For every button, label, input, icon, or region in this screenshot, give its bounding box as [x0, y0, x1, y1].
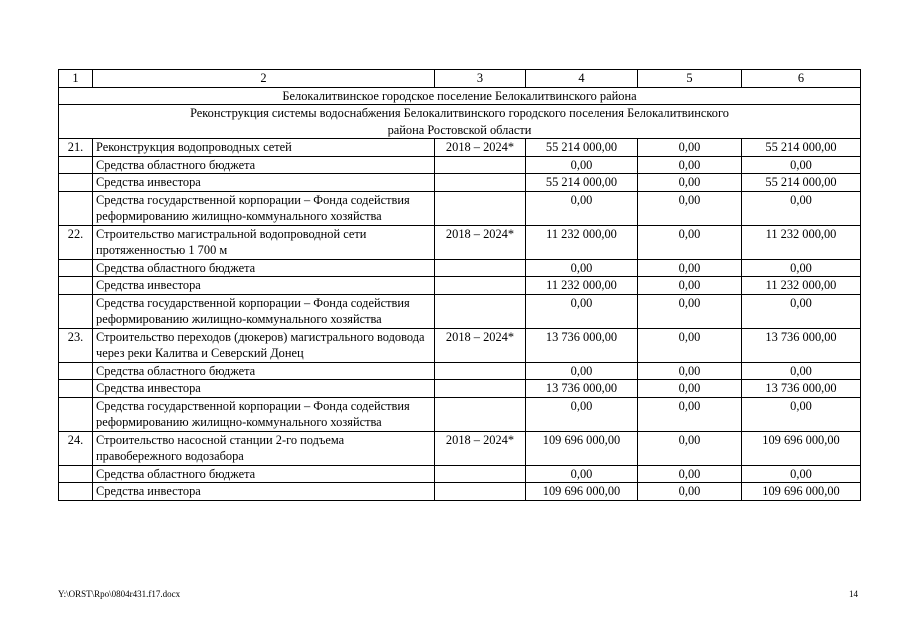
- row-col5: 0,00: [638, 294, 742, 328]
- row-col6: 11 232 000,00: [742, 277, 861, 295]
- row-col6: 11 232 000,00: [742, 225, 861, 259]
- row-col6: 109 696 000,00: [742, 483, 861, 501]
- section-title: Белокалитвинское городское поселение Белокалитвинского района: [59, 87, 861, 105]
- row-col5: 0,00: [638, 156, 742, 174]
- row-col6: 55 214 000,00: [742, 139, 861, 157]
- row-name: Средства инвестора: [93, 483, 435, 501]
- row-col4: 55 214 000,00: [526, 174, 638, 192]
- row-col4: 109 696 000,00: [526, 483, 638, 501]
- row-name: Строительство насосной станции 2-го подъема правобережного водозабора: [93, 431, 435, 465]
- row-col5: 0,00: [638, 362, 742, 380]
- row-name: Средства областного бюджета: [93, 465, 435, 483]
- row-name: Строительство магистральной водопроводной сети протяженностью 1 700 м: [93, 225, 435, 259]
- table-row: [59, 483, 861, 501]
- row-col5: 0,00: [638, 397, 742, 431]
- row-col6: 0,00: [742, 294, 861, 328]
- table-row: [59, 431, 861, 465]
- section-row: [59, 87, 861, 105]
- row-col4: 13 736 000,00: [526, 328, 638, 362]
- page-number: 14: [849, 589, 858, 599]
- row-col6: 0,00: [742, 397, 861, 431]
- row-col4: 0,00: [526, 465, 638, 483]
- subsection-row: [59, 105, 861, 139]
- row-col5: 0,00: [638, 139, 742, 157]
- row-col5: 0,00: [638, 174, 742, 192]
- row-name: Средства инвестора: [93, 174, 435, 192]
- row-name: Средства государственной корпорации – Фонда содействия реформированию жилищно-коммунального хозяйства: [93, 191, 435, 225]
- table-row: [59, 259, 861, 277]
- row-name: Строительство переходов (дюкеров) магистрального водовода через реки Калитва и Северский Донец: [93, 328, 435, 362]
- row-col5: 0,00: [638, 328, 742, 362]
- row-period: [435, 362, 526, 380]
- row-period: [435, 483, 526, 501]
- table-row: [59, 277, 861, 295]
- row-col6: 13 736 000,00: [742, 328, 861, 362]
- row-number: [59, 156, 93, 174]
- table-row: [59, 328, 861, 362]
- row-col6: 0,00: [742, 156, 861, 174]
- row-col4: 0,00: [526, 397, 638, 431]
- row-name: Реконструкция водопроводных сетей: [93, 139, 435, 157]
- row-name: Средства государственной корпорации – Фонда содействия реформированию жилищно-коммунального хозяйства: [93, 397, 435, 431]
- row-col5: 0,00: [638, 259, 742, 277]
- row-number: [59, 380, 93, 398]
- table-row: [59, 139, 861, 157]
- row-name: Средства государственной корпорации – Фонда содействия реформированию жилищно-коммунального хозяйства: [93, 294, 435, 328]
- row-number: 24.: [59, 431, 93, 465]
- row-number: [59, 174, 93, 192]
- row-period: 2018 – 2024*: [435, 431, 526, 465]
- header-cell: 2: [93, 70, 435, 88]
- row-col5: 0,00: [638, 191, 742, 225]
- row-number: 22.: [59, 225, 93, 259]
- row-period: [435, 191, 526, 225]
- header-cell: 3: [435, 70, 526, 88]
- row-name: Средства областного бюджета: [93, 259, 435, 277]
- table-row: [59, 362, 861, 380]
- row-period: [435, 277, 526, 295]
- row-number: [59, 191, 93, 225]
- row-number: [59, 362, 93, 380]
- row-col4: 0,00: [526, 156, 638, 174]
- header-cell: 4: [526, 70, 638, 88]
- row-period: [435, 156, 526, 174]
- row-col6: 0,00: [742, 259, 861, 277]
- row-period: [435, 465, 526, 483]
- table-row: [59, 465, 861, 483]
- row-name: Средства областного бюджета: [93, 156, 435, 174]
- file-path: Y:\ORST\Rpo\0804r431.f17.docx: [58, 589, 181, 599]
- row-col6: 0,00: [742, 362, 861, 380]
- row-col6: 0,00: [742, 191, 861, 225]
- header-cell: 6: [742, 70, 861, 88]
- row-name: Средства инвестора: [93, 380, 435, 398]
- row-col4: 0,00: [526, 191, 638, 225]
- row-col4: 13 736 000,00: [526, 380, 638, 398]
- table-row: [59, 191, 861, 225]
- row-number: [59, 294, 93, 328]
- row-period: [435, 174, 526, 192]
- budget-table: [58, 69, 861, 501]
- table-row: [59, 397, 861, 431]
- row-col5: 0,00: [638, 380, 742, 398]
- header-cell: 1: [59, 70, 93, 88]
- row-period: [435, 259, 526, 277]
- row-name: Средства инвестора: [93, 277, 435, 295]
- row-period: 2018 – 2024*: [435, 225, 526, 259]
- row-col6: 0,00: [742, 465, 861, 483]
- row-col5: 0,00: [638, 225, 742, 259]
- row-period: 2018 – 2024*: [435, 139, 526, 157]
- row-col4: 0,00: [526, 294, 638, 328]
- row-number: [59, 397, 93, 431]
- table-row: [59, 380, 861, 398]
- subsection-title: Реконструкция системы водоснабжения Белокалитвинского городского поселения Белокалитвинского района Ростовской области: [59, 105, 861, 139]
- row-col4: 55 214 000,00: [526, 139, 638, 157]
- row-number: 21.: [59, 139, 93, 157]
- row-col4: 0,00: [526, 362, 638, 380]
- row-col6: 109 696 000,00: [742, 431, 861, 465]
- table-row: [59, 156, 861, 174]
- row-col4: 0,00: [526, 259, 638, 277]
- table-row: [59, 294, 861, 328]
- table-row: [59, 225, 861, 259]
- row-number: [59, 259, 93, 277]
- row-period: [435, 397, 526, 431]
- row-number: [59, 465, 93, 483]
- row-col4: 109 696 000,00: [526, 431, 638, 465]
- row-number: 23.: [59, 328, 93, 362]
- row-period: [435, 294, 526, 328]
- row-col5: 0,00: [638, 483, 742, 501]
- row-col6: 55 214 000,00: [742, 174, 861, 192]
- row-name: Средства областного бюджета: [93, 362, 435, 380]
- row-col4: 11 232 000,00: [526, 225, 638, 259]
- row-period: 2018 – 2024*: [435, 328, 526, 362]
- header-cell: 5: [638, 70, 742, 88]
- row-col6: 13 736 000,00: [742, 380, 861, 398]
- row-col4: 11 232 000,00: [526, 277, 638, 295]
- row-col5: 0,00: [638, 465, 742, 483]
- row-col5: 0,00: [638, 277, 742, 295]
- row-number: [59, 277, 93, 295]
- header-row: [59, 70, 861, 88]
- row-number: [59, 483, 93, 501]
- table-body: [59, 139, 861, 501]
- row-col5: 0,00: [638, 431, 742, 465]
- row-period: [435, 380, 526, 398]
- table-row: [59, 174, 861, 192]
